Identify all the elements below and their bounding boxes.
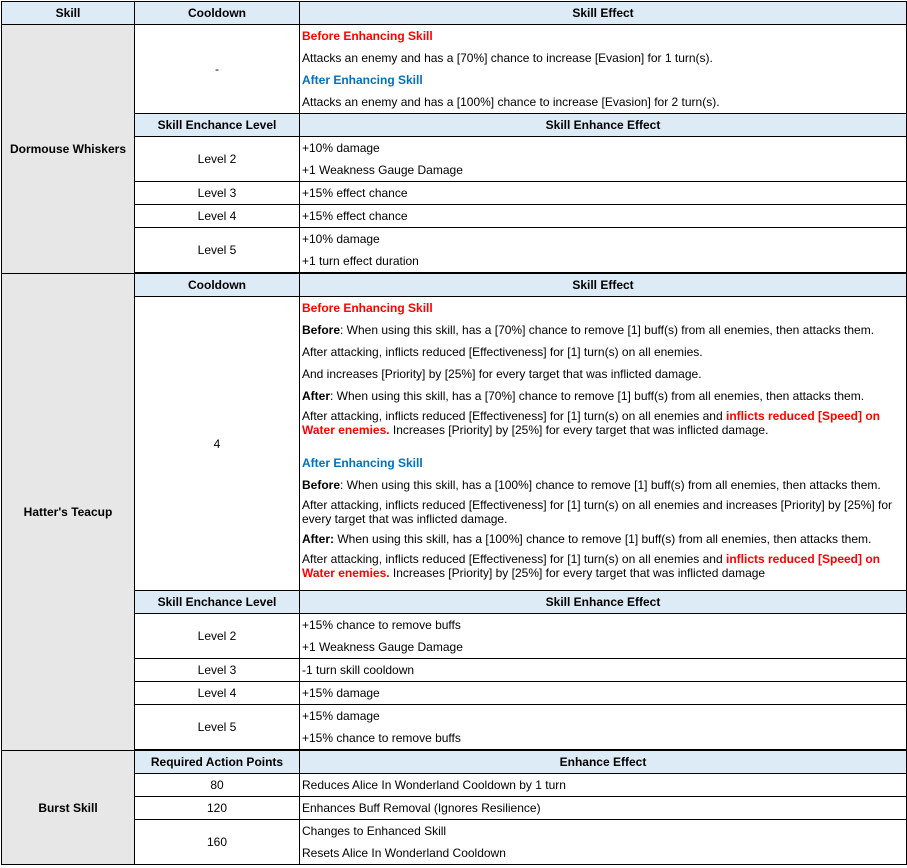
hatter-b4-text: : When using this skill, has a [70%] chance to remove [1] buff(s) from all enemies, then attacks them.	[330, 389, 865, 403]
dormouse-level-3-effect: +15% effect chance	[300, 182, 907, 205]
hatter-level-4-effect: +15% damage	[300, 682, 907, 705]
hatter-cooldown: 4	[135, 297, 300, 591]
dormouse-level-5: Level 5	[135, 228, 300, 273]
dormouse-level-4: Level 4	[135, 205, 300, 228]
dormouse-level-2-effect	[300, 137, 907, 182]
dormouse-skill-effect	[300, 25, 907, 114]
dormouse-level-2: Level 2	[135, 137, 300, 182]
table-row	[2, 774, 907, 797]
hatter-level-4: Level 4	[135, 682, 300, 705]
burst-header-enhance-effect: Enhance Effect	[300, 751, 907, 774]
hatter-header-enhance-effect: Skill Enhance Effect	[300, 591, 907, 614]
header-skill: Skill	[2, 2, 135, 25]
dormouse-before-title: Before Enhancing Skill	[302, 29, 433, 43]
effect-line: +15% chance to remove buffs	[302, 731, 461, 745]
table-row	[2, 228, 907, 273]
table-row	[2, 659, 907, 682]
burst-ap-120: 120	[135, 797, 300, 820]
effect-line: +1 Weakness Gauge Damage	[302, 163, 463, 177]
dormouse-level-3: Level 3	[135, 182, 300, 205]
effect-line: +10% damage	[302, 232, 380, 246]
effect-line: +15% chance to remove buffs	[302, 618, 461, 632]
effect-line: Changes to Enhanced Skill	[302, 824, 447, 838]
skill-name-hatter: Hatter's Teacup	[2, 274, 135, 751]
hatter-level-5: Level 5	[135, 705, 300, 750]
hatter-skill-effect	[300, 297, 907, 591]
table-row	[2, 797, 907, 820]
burst-ap-80: 80	[135, 774, 300, 797]
dormouse-cooldown: -	[135, 25, 300, 114]
hatter-a4-red: inflicts reduced [Speed] on Water enemies.	[302, 552, 881, 580]
hatter-b5-red: inflicts reduced [Speed] on Water enemies.	[302, 409, 881, 437]
hatter-b1-label: Before	[302, 323, 341, 337]
hatter-level-2: Level 2	[135, 614, 300, 659]
hatter-a1-label: Before	[302, 478, 341, 492]
skill-table	[1, 1, 907, 865]
burst-ap-160: 160	[135, 820, 300, 865]
burst-effect-160	[300, 820, 907, 865]
hatter-a2-text: After attacking, inflicts reduced [Effectiveness] for [1] turn(s) on all enemies and increases [Priority] by [25%] for every target that was inflicted damage.	[302, 498, 893, 526]
hatter-a3-text: When using this skill, has a [100%] chance to remove [1] buff(s) from all enemies, then attacks them.	[334, 532, 872, 546]
skill-name-dormouse: Dormouse Whiskers	[2, 25, 135, 274]
effect-line: +1 Weakness Gauge Damage	[302, 640, 463, 654]
table-row	[2, 205, 907, 228]
hatter-b5-tail: Increases [Priority] by [25%] for every target that was inflicted damage.	[389, 423, 769, 437]
hatter-before-title: Before Enhancing Skill	[302, 301, 433, 315]
hatter-b2-text: After attacking, inflicts reduced [Effectiveness] for [1] turn(s) on all enemies.	[302, 345, 703, 359]
table-row	[2, 614, 907, 659]
hatter-level-3-effect: -1 turn skill cooldown	[300, 659, 907, 682]
hatter-header-skill-effect: Skill Effect	[300, 274, 907, 297]
hatter-b4-label: After	[302, 389, 331, 403]
dormouse-header-level: Skill Enchance Level	[135, 114, 300, 137]
table-row	[2, 137, 907, 182]
hatter-b1-text: : When using this skill, has a [70%] chance to remove [1] buff(s) from all enemies, then attacks them.	[340, 323, 875, 337]
burst-effect-80: Reduces Alice In Wonderland Cooldown by 1 turn	[300, 774, 907, 797]
dormouse-header-enhance-effect: Skill Enhance Effect	[300, 114, 907, 137]
dormouse-level-4-effect: +15% effect chance	[300, 205, 907, 228]
hatter-a3-label: After:	[302, 532, 334, 546]
skill-name-burst: Burst Skill	[2, 751, 135, 865]
burst-effect-120: Enhances Buff Removal (Ignores Resilience)	[300, 797, 907, 820]
table-row	[2, 820, 907, 865]
hatter-level-3: Level 3	[135, 659, 300, 682]
effect-line: +10% damage	[302, 141, 380, 155]
hatter-a4-text: After attacking, inflicts reduced [Effectiveness] for [1] turn(s) on all enemies and	[302, 552, 726, 566]
table-row	[2, 182, 907, 205]
dormouse-before-text: Attacks an enemy and has a [70%] chance to increase [Evasion] for 1 turn(s).	[302, 51, 713, 65]
hatter-header-level: Skill Enchance Level	[135, 591, 300, 614]
effect-line: +1 turn effect duration	[302, 254, 419, 268]
table-row	[2, 705, 907, 750]
dormouse-after-title: After Enhancing Skill	[302, 73, 423, 87]
hatter-header-cooldown: Cooldown	[135, 274, 300, 297]
hatter-a4-tail: Increases [Priority] by [25%] for every target that was inflicted damage	[389, 566, 766, 580]
dormouse-after-text: Attacks an enemy and has a [100%] chance to increase [Evasion] for 2 turn(s).	[302, 95, 720, 109]
hatter-a1-text: : When using this skill, has a [100%] chance to remove [1] buff(s) from all enemies, then attacks them.	[340, 478, 881, 492]
effect-line: +15% damage	[302, 709, 380, 723]
dormouse-level-5-effect	[300, 228, 907, 273]
hatter-after-title: After Enhancing Skill	[302, 456, 423, 470]
hatter-b3-text: And increases [Priority] by [25%] for every target that was inflicted damage.	[302, 367, 702, 381]
table-row	[2, 682, 907, 705]
header-skill-effect: Skill Effect	[300, 2, 907, 25]
hatter-level-5-effect	[300, 705, 907, 750]
burst-header-ap: Required Action Points	[135, 751, 300, 774]
header-cooldown: Cooldown	[135, 2, 300, 25]
hatter-b5-text: After attacking, inflicts reduced [Effectiveness] for [1] turn(s) on all enemies and	[302, 409, 726, 423]
hatter-level-2-effect	[300, 614, 907, 659]
effect-line: Resets Alice In Wonderland Cooldown	[302, 846, 506, 860]
